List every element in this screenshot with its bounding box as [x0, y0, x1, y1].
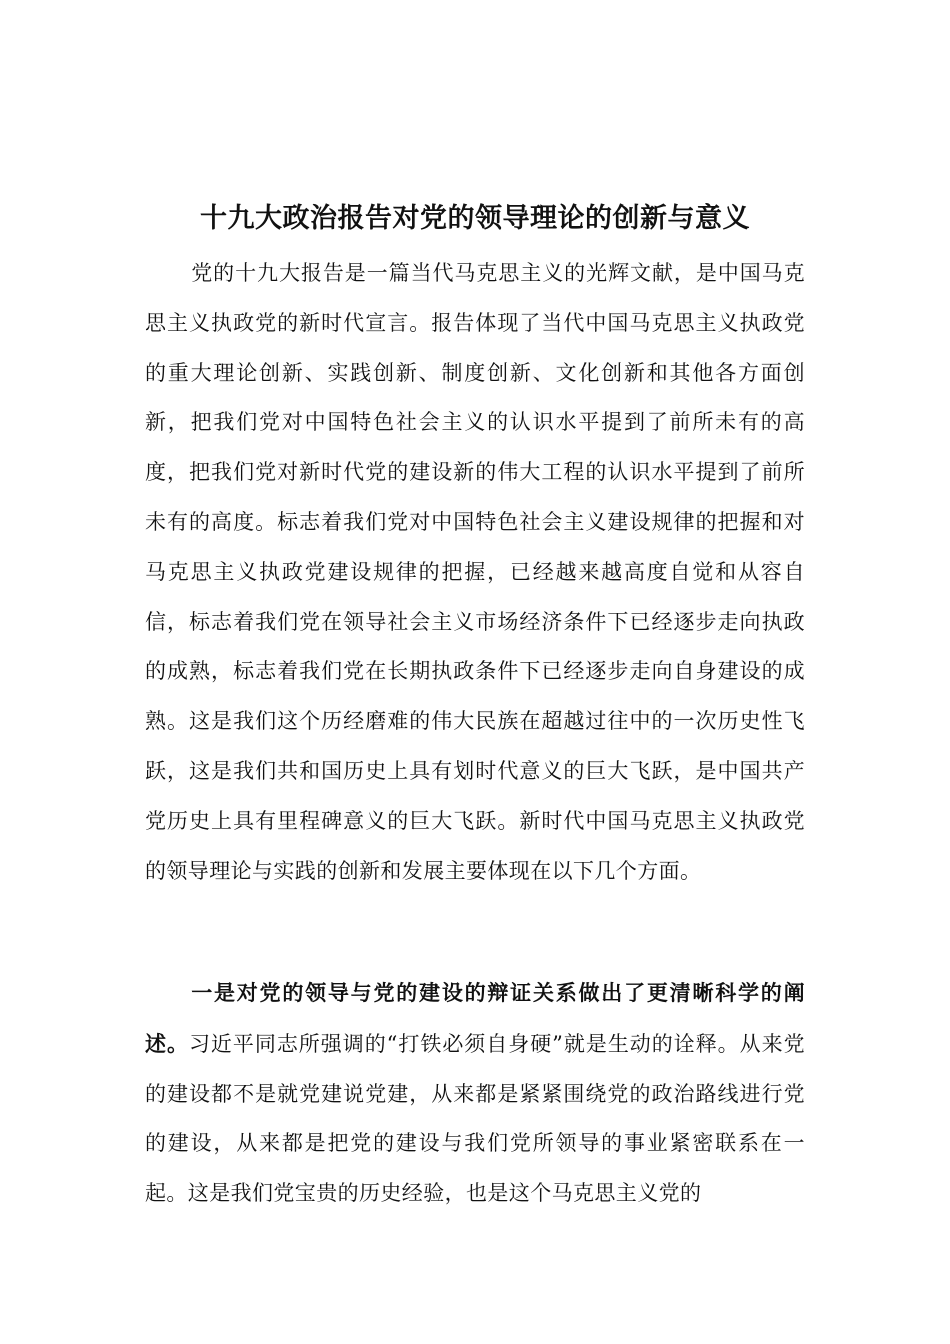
paragraph-point-one-body: 习近平同志所强调的“打铁必须自身硬”就是生动的诠释。从来党的建设都不是就党建说党建，从来都是紧紧围绕党的政治路线进行党的建设，从来都是把党的建设与我们党所领导的事业紧密联系在一起。这是我们党宝贵的历史经验，也是这个马克思主义党的 [145, 1031, 805, 1206]
paragraph-point-one [145, 968, 805, 1219]
paragraph-point-one-heading: 一是对党的领导与党的建设的辩证关系做出了更清晰科学的阐述。 [145, 980, 805, 1056]
paragraph-intro: 党的十九大报告是一篇当代马克思主义的光辉文献，是中国马克思主义执政党的新时代宣言。报告体现了当代中国马克思主义执政党的重大理论创新、实践创新、制度创新、文化创新和其他各方面创新，把我们党对中国特色社会主义的认识水平提到了前所未有的高度，把我们党对新时代党的建设新的伟大工程的认识水平提到了前所未有的高度。标志着我们党对中国特色社会主义建设规律的把握和对马克思主义执政党建设规律的把握，已经越来越高度自觉和从容自信，标志着我们党在领导社会主义市场经济条件下已经逐步走向执政的成熟，标志着我们党在长期执政条件下已经逐步走向自身建设的成熟。这是我们这个历经磨难的伟大民族在超越过往中的一次历史性飞跃，这是我们共和国历史上具有划时代意义的巨大飞跃，是中国共产党历史上具有里程碑意义的巨大飞跃。新时代中国马克思主义执政党的领导理论与实践的创新和发展主要体现在以下几个方面。 [145, 261, 805, 883]
document-title: 十九大政治报告对党的领导理论的创新与意义 [200, 203, 750, 235]
